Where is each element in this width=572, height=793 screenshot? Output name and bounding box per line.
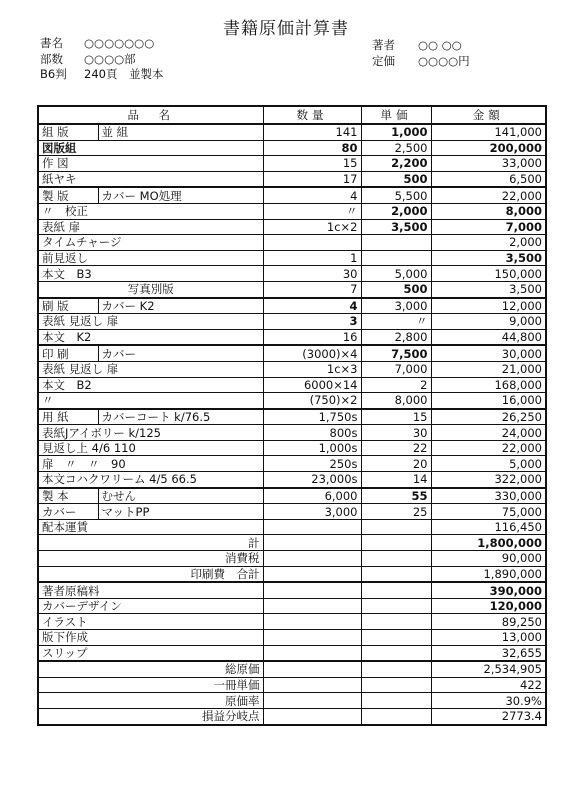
row-item: カバー <box>98 345 263 361</box>
row-unit-price <box>361 677 431 693</box>
row-unit-price <box>361 708 431 724</box>
table-row <box>38 440 546 456</box>
row-amount: 422 <box>431 677 546 693</box>
row-item: 本文コハクワリーム 4/5 66.5 <box>38 472 263 488</box>
row-qty: 6000×14 <box>263 377 361 393</box>
row-amount: 150,000 <box>431 266 546 282</box>
row-amount: 22,000 <box>431 440 546 456</box>
row-label: 著者原稿料 <box>38 582 263 598</box>
table-row <box>38 661 546 677</box>
row-amount: 90,000 <box>431 551 546 567</box>
row-unit-price: 7,000 <box>361 361 431 377</box>
row-label: 版下作成 <box>38 630 263 646</box>
row-qty: 30 <box>263 266 361 282</box>
row-item: 一冊単価 <box>38 677 263 693</box>
row-qty <box>263 551 361 567</box>
info-row <box>40 36 163 52</box>
row-item: 本文 B3 <box>38 266 263 282</box>
row-unit-price: 2 <box>361 377 431 393</box>
table-row <box>38 171 546 187</box>
table-row <box>38 219 546 235</box>
row-unit-price: 20 <box>361 456 431 472</box>
row-unit-price <box>361 235 431 251</box>
info-key: B6判 <box>40 67 67 81</box>
row-item: タイムチャージ <box>38 235 263 251</box>
row-amount: 5,000 <box>431 456 546 472</box>
row-amount: 26,250 <box>431 409 546 425</box>
row-unit-price <box>361 535 431 551</box>
row-unit-price: 2,500 <box>361 140 431 156</box>
row-label: 配本運賃 <box>38 519 263 535</box>
table-row <box>38 645 546 661</box>
table-row <box>38 472 546 488</box>
table-row <box>38 203 546 219</box>
row-item: 作 図 <box>38 156 263 172</box>
row-qty: (3000)×4 <box>263 345 361 361</box>
row-amount: 6,500 <box>431 171 546 187</box>
row-amount: 44,800 <box>431 329 546 345</box>
table-row <box>38 456 546 472</box>
row-amount: 116,450 <box>431 519 546 535</box>
row-item: 表紙 見返し 扉 <box>38 314 263 330</box>
row-item: 計 <box>38 535 263 551</box>
row-amount: 30,000 <box>431 345 546 361</box>
row-category: 刷 版 <box>38 298 98 314</box>
row-item: 本文 B2 <box>38 377 263 393</box>
row-amount: 16,000 <box>431 393 546 409</box>
row-amount: 30.9% <box>431 693 546 709</box>
row-label: スリップ <box>38 645 263 661</box>
row-unit-price: 1,000 <box>361 124 431 140</box>
row-qty <box>263 630 361 646</box>
table-row <box>38 124 546 140</box>
row-item: 見返し上 4/6 110 <box>38 440 263 456</box>
row-unit-price: 2,200 <box>361 156 431 172</box>
row-category: 組 版 <box>38 124 98 140</box>
row-item: カバー K2 <box>98 298 263 314</box>
row-qty: 1c×2 <box>263 219 361 235</box>
row-unit-price: 2,800 <box>361 329 431 345</box>
row-category: 印 刷 <box>38 345 98 361</box>
row-item: 本文 K2 <box>38 329 263 345</box>
table-row <box>38 377 546 393</box>
cost-table <box>37 105 547 726</box>
row-item: 表紙 扉 <box>38 219 263 235</box>
row-qty: 800s <box>263 425 361 441</box>
row-unit-price: 14 <box>361 472 431 488</box>
row-qty: 1 <box>263 250 361 266</box>
info-value: ○○○○○○○ <box>84 36 155 50</box>
row-qty: 16 <box>263 329 361 345</box>
row-unit-price: 5,000 <box>361 266 431 282</box>
row-qty <box>263 677 361 693</box>
row-qty: 7 <box>263 281 361 297</box>
row-item: 総原価 <box>38 661 263 677</box>
table-row <box>38 504 546 520</box>
table-row <box>38 314 546 330</box>
row-qty <box>263 535 361 551</box>
row-amount: 2773.4 <box>431 708 546 724</box>
header-unit: 単価 <box>361 106 431 124</box>
row-unit-price: 8,000 <box>361 393 431 409</box>
row-unit-price <box>361 661 431 677</box>
row-unit-price <box>361 582 431 598</box>
table-row <box>38 393 546 409</box>
row-category: 製 本 <box>38 488 98 504</box>
row-item: 〃 <box>38 393 263 409</box>
row-qty: 3 <box>263 314 361 330</box>
row-unit-price <box>361 519 431 535</box>
row-unit-price <box>361 598 431 614</box>
row-item: カバーコート k/76.5 <box>98 409 263 425</box>
table-row <box>38 156 546 172</box>
row-qty <box>263 582 361 598</box>
row-amount: 141,000 <box>431 124 546 140</box>
info-row <box>372 38 470 54</box>
row-item: 表紙Jアイボリー k/125 <box>38 425 263 441</box>
row-item: 消費税 <box>38 551 263 567</box>
info-value: 240頁 並製本 <box>84 67 164 81</box>
row-label: イラスト <box>38 614 263 630</box>
row-amount: 21,000 <box>431 361 546 377</box>
info-value: ○○ ○○ <box>418 38 462 52</box>
info-key: 定価 <box>372 53 395 68</box>
row-amount: 168,000 <box>431 377 546 393</box>
row-unit-price <box>361 566 431 582</box>
table-row <box>38 187 546 203</box>
row-unit-price: 5,500 <box>361 187 431 203</box>
table-row <box>38 535 546 551</box>
table-row <box>38 582 546 598</box>
row-category: 製 版 <box>38 187 98 203</box>
table-row <box>38 140 546 156</box>
info-row <box>40 52 163 68</box>
table-row <box>38 630 546 646</box>
book-info-left <box>40 36 163 83</box>
row-amount: 330,000 <box>431 488 546 504</box>
row-item: 写真別版 <box>38 281 263 297</box>
info-value: ○○○○部 <box>84 51 136 66</box>
row-amount: 1,890,000 <box>431 566 546 582</box>
table-row <box>38 250 546 266</box>
row-qty: 141 <box>263 124 361 140</box>
row-qty: 250s <box>263 456 361 472</box>
row-category: 用 紙 <box>38 409 98 425</box>
info-row <box>40 67 163 83</box>
row-unit-price: 〃 <box>361 314 431 330</box>
row-unit-price: 3,500 <box>361 219 431 235</box>
row-unit-price <box>361 645 431 661</box>
row-qty: 3,000 <box>263 504 361 520</box>
row-qty: 4 <box>263 298 361 314</box>
header-amount: 金額 <box>431 106 546 124</box>
row-amount: 1,800,000 <box>431 535 546 551</box>
row-amount: 7,000 <box>431 219 546 235</box>
row-qty: 6,000 <box>263 488 361 504</box>
table-row <box>38 488 546 504</box>
table-row <box>38 266 546 282</box>
row-amount: 32,655 <box>431 645 546 661</box>
row-unit-price <box>361 551 431 567</box>
row-label: カバーデザイン <box>38 598 263 614</box>
row-qty: 1c×3 <box>263 361 361 377</box>
row-unit-price <box>361 630 431 646</box>
row-unit-price <box>361 693 431 709</box>
row-unit-price: 25 <box>361 504 431 520</box>
row-amount: 89,250 <box>431 614 546 630</box>
row-amount: 22,000 <box>431 187 546 203</box>
row-item: むせん <box>98 488 263 504</box>
table-row <box>38 281 546 297</box>
info-row <box>372 54 470 70</box>
row-qty <box>263 661 361 677</box>
row-qty: 〃 <box>263 203 361 219</box>
row-item: 扉 〃 〃 90 <box>38 456 263 472</box>
table-row <box>38 425 546 441</box>
table-row <box>38 361 546 377</box>
row-unit-price: 15 <box>361 409 431 425</box>
header-qty: 数量 <box>263 106 361 124</box>
table-row <box>38 409 546 425</box>
document-title: 書籍原価計算書 <box>223 19 349 39</box>
row-unit-price <box>361 250 431 266</box>
row-amount: 9,000 <box>431 314 546 330</box>
row-item: 印刷費 合計 <box>38 566 263 582</box>
row-item: 図版組 <box>38 140 263 156</box>
row-item: 原価率 <box>38 693 263 709</box>
row-qty: 15 <box>263 156 361 172</box>
header-row <box>38 106 546 124</box>
info-value: ○○○○円 <box>418 53 470 68</box>
table-row <box>38 708 546 724</box>
table-row <box>38 598 546 614</box>
row-amount: 3,500 <box>431 281 546 297</box>
book-info-right <box>372 38 470 69</box>
table-row <box>38 614 546 630</box>
row-amount: 13,000 <box>431 630 546 646</box>
row-unit-price: 7,500 <box>361 345 431 361</box>
row-amount: 75,000 <box>431 504 546 520</box>
row-qty: 17 <box>263 171 361 187</box>
row-unit-price: 55 <box>361 488 431 504</box>
row-item: 表紙 見返し 扉 <box>38 361 263 377</box>
row-qty: 1,750s <box>263 409 361 425</box>
table-row <box>38 329 546 345</box>
row-amount: 8,000 <box>431 203 546 219</box>
row-item: 紙ヤキ <box>38 171 263 187</box>
row-item: マットPP <box>98 504 263 520</box>
row-item: 並 組 <box>98 124 263 140</box>
row-amount: 322,000 <box>431 472 546 488</box>
row-amount: 200,000 <box>431 140 546 156</box>
header-item: 品 名 <box>38 106 263 124</box>
row-unit-price: 22 <box>361 440 431 456</box>
row-amount: 2,000 <box>431 235 546 251</box>
row-unit-price: 500 <box>361 281 431 297</box>
table-row <box>38 551 546 567</box>
row-qty <box>263 645 361 661</box>
row-amount: 120,000 <box>431 598 546 614</box>
table-row <box>38 519 546 535</box>
row-qty <box>263 235 361 251</box>
row-amount: 12,000 <box>431 298 546 314</box>
row-amount: 2,534,905 <box>431 661 546 677</box>
info-key: 書名 <box>40 36 63 50</box>
row-item: 損益分岐点 <box>38 708 263 724</box>
table-row <box>38 345 546 361</box>
table-row <box>38 677 546 693</box>
row-category: カバー <box>38 504 98 520</box>
row-unit-price: 30 <box>361 425 431 441</box>
row-unit-price <box>361 614 431 630</box>
row-amount: 390,000 <box>431 582 546 598</box>
row-unit-price: 3,000 <box>361 298 431 314</box>
info-key: 部数 <box>40 51 63 66</box>
row-item: カバー MO処理 <box>98 187 263 203</box>
row-qty: 1,000s <box>263 440 361 456</box>
row-qty <box>263 708 361 724</box>
row-qty: (750)×2 <box>263 393 361 409</box>
row-qty: 80 <box>263 140 361 156</box>
row-item: 前見返し <box>38 250 263 266</box>
row-amount: 3,500 <box>431 250 546 266</box>
row-amount: 24,000 <box>431 425 546 441</box>
row-qty <box>263 598 361 614</box>
table-row <box>38 298 546 314</box>
row-unit-price: 2,000 <box>361 203 431 219</box>
row-item: 〃 校正 <box>38 203 263 219</box>
table-row <box>38 566 546 582</box>
row-qty <box>263 519 361 535</box>
row-unit-price: 500 <box>361 171 431 187</box>
table-row <box>38 235 546 251</box>
row-qty <box>263 566 361 582</box>
row-qty: 4 <box>263 187 361 203</box>
row-qty <box>263 614 361 630</box>
row-qty: 23,000s <box>263 472 361 488</box>
info-key: 著者 <box>372 38 395 52</box>
table-row <box>38 693 546 709</box>
row-amount: 33,000 <box>431 156 546 172</box>
row-qty <box>263 693 361 709</box>
